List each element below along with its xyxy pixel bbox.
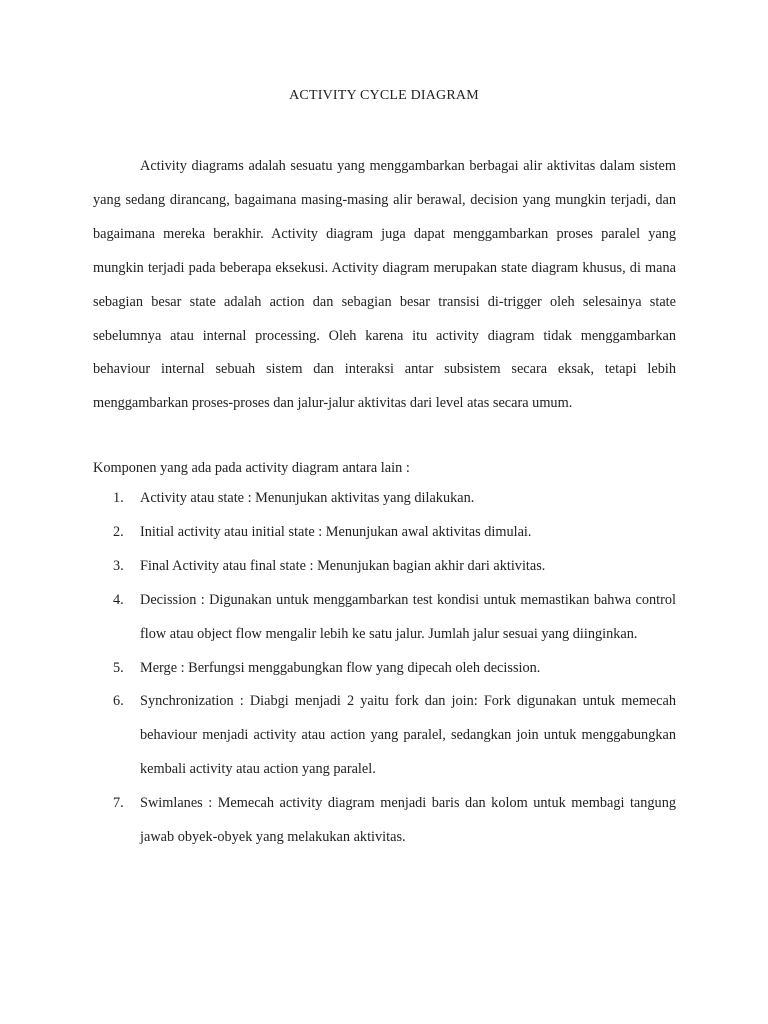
list-item-text: Synchronization : Diabgi menjadi 2 yaitu fork dan join: Fork digunakan untuk memecah behaviour menjadi activity atau action yang paralel, sedangkan join untuk menggabungkan kembali activity atau action yang paralel. bbox=[140, 693, 676, 778]
list-item bbox=[93, 516, 676, 550]
list-item-number: 3. bbox=[113, 557, 124, 574]
list-item bbox=[93, 584, 676, 652]
document-title: ACTIVITY CYCLE DIAGRAM bbox=[289, 88, 479, 103]
list-item-text: Final Activity atau final state : Menunjukan bagian akhir dari aktivitas. bbox=[140, 557, 546, 574]
component-list bbox=[93, 482, 676, 855]
list-item bbox=[93, 787, 676, 855]
list-item bbox=[93, 652, 676, 686]
list-intro: Komponen yang ada pada activity diagram antara lain : bbox=[93, 460, 410, 476]
list-item-text: Activity atau state : Menunjukan aktivitas yang dilakukan. bbox=[140, 490, 475, 506]
list-item-number: 7. bbox=[113, 795, 124, 812]
list-item-text: Swimlanes : Memecah activity diagram menjadi baris dan kolom untuk membagi tangung jawab obyek-obyek yang melakukan aktivitas. bbox=[140, 795, 676, 846]
list-item bbox=[93, 685, 676, 787]
list-item-text: Decission : Digunakan untuk menggambarkan test kondisi untuk memastikan bahwa control flow atau object flow mengalir lebih ke satu jalur. Jumlah jalur sesuai yang diinginkan. bbox=[140, 591, 676, 642]
list-item bbox=[93, 550, 676, 584]
list-item-text: Merge : Berfungsi menggabungkan flow yang dipecah oleh decission. bbox=[140, 659, 541, 676]
list-item bbox=[93, 482, 676, 516]
list-item-number: 5. bbox=[113, 659, 124, 676]
list-item-number: 1. bbox=[113, 490, 124, 506]
list-item-number: 2. bbox=[113, 523, 124, 540]
body-paragraph: Activity diagrams adalah sesuatu yang menggambarkan berbagai alir aktivitas dalam sistem yang sedang dirancang, bagaimana masing-masing alir berawal, decision yang mungkin terjadi, dan bagaimana mereka berakhir. Activity diagram juga dapat menggambarkan proses paralel yang mungkin terjadi pada beberapa eksekusi. Activity diagram merupakan state diagram khusus, di mana sebagian besar state adalah action dan sebagian besar transisi di-trigger oleh selesainya state sebelumnya atau internal processing. Oleh karena itu activity diagram tidak menggambarkan behaviour internal sebuah sistem dan interaksi antar subsistem secara eksak, tetapi lebih menggambarkan proses-proses dan jalur-jalur aktivitas dari level atas secara umum. bbox=[93, 158, 676, 412]
list-item-text: Initial activity atau initial state : Menunjukan awal aktivitas dimulai. bbox=[140, 523, 532, 540]
list-item-number: 4. bbox=[113, 591, 124, 608]
list-item-number: 6. bbox=[113, 693, 124, 710]
